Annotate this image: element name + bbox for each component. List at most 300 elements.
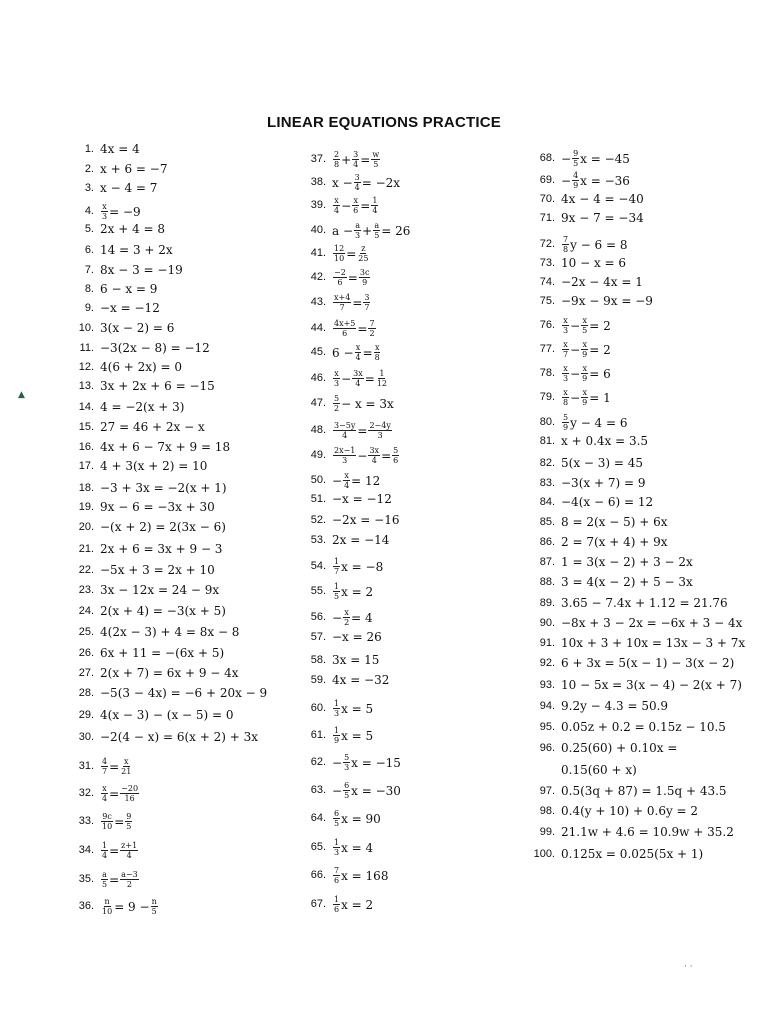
problem-item <box>62 757 133 776</box>
problem-item <box>525 276 643 288</box>
problem-number: 46. <box>310 372 326 384</box>
problem-item <box>300 838 373 857</box>
problem-number: 35. <box>78 873 94 885</box>
equation: − 5 3 x = −15 <box>332 753 401 772</box>
problem-number: 56. <box>310 611 326 623</box>
equation: 3x − 12x = 24 − 9x <box>100 583 220 597</box>
equation: 2(x + 4) = −3(x + 5) <box>100 604 226 618</box>
problem-number: 63. <box>310 784 326 796</box>
problem-item <box>62 687 267 699</box>
problem-item <box>300 221 410 240</box>
problem-item <box>62 897 159 916</box>
equation: 27 = 46 + 2x − x <box>100 420 205 434</box>
problem-item <box>300 726 373 745</box>
problem-item <box>62 361 182 373</box>
problem-number: 43. <box>310 296 326 308</box>
equation: 21.1w + 4.6 = 10.9w + 35.2 <box>561 825 734 839</box>
fraction: 2−4y 3 <box>369 421 391 440</box>
problem-item <box>525 435 648 447</box>
equation: 1 3 x = 4 <box>334 838 374 857</box>
problem-number: 48. <box>310 424 326 436</box>
fraction: x 5 <box>582 316 588 335</box>
problem-item <box>525 235 628 254</box>
equation: x + 6 = −7 <box>100 162 168 176</box>
problem-number: 39. <box>310 199 326 211</box>
equation: −2 6 = 3c 9 <box>334 268 370 287</box>
problem-item <box>300 582 373 601</box>
problem-number: 29. <box>78 708 94 721</box>
fraction: 3 4 <box>354 173 360 192</box>
problem-number: 1. <box>84 142 94 155</box>
equation: 6x + 11 = −(6x + 5) <box>100 646 225 660</box>
problem-number: 41. <box>310 247 326 259</box>
problem-number: 95. <box>539 720 555 733</box>
fraction: x 4 <box>355 343 361 362</box>
fraction: x 3 <box>563 364 569 383</box>
problem-number: 9. <box>84 301 94 314</box>
equation: −2x = −16 <box>332 513 400 527</box>
problem-number: 11. <box>79 341 94 354</box>
problem-item <box>62 342 210 354</box>
equation: −x = −12 <box>332 492 392 506</box>
problem-item <box>300 866 388 885</box>
problem-number: 57. <box>310 630 326 643</box>
equation: 9x − 7 = −34 <box>561 211 644 225</box>
equation: x − 3 4 = −2x <box>332 173 401 192</box>
problem-item <box>525 171 630 190</box>
fraction: 5 3 <box>344 753 350 772</box>
equation: x 3 − 3x 4 = 1 12 <box>334 369 388 388</box>
fraction: 1 3 <box>334 838 340 857</box>
equation: 10 − x = 6 <box>561 256 627 270</box>
problem-item <box>525 637 745 649</box>
equation: 1 4 = z+1 4 <box>102 841 138 860</box>
problem-number: 18. <box>78 481 94 494</box>
problem-item <box>62 731 258 743</box>
problem-number: 42. <box>310 271 326 283</box>
problem-number: 38. <box>310 176 326 188</box>
problem-number: 50. <box>310 474 326 486</box>
equation: 5 2 − x = 3x <box>334 394 394 413</box>
problem-number: 19. <box>78 500 94 513</box>
problem-number: 55. <box>310 585 326 597</box>
equation: 8x − 3 = −19 <box>100 263 183 277</box>
equation: 0.4(y + 10) + 0.6y = 2 <box>561 804 699 818</box>
problem-item <box>525 149 630 168</box>
problem-number: 10. <box>78 321 94 334</box>
equation: 4x = −32 <box>332 673 390 687</box>
problem-item <box>300 369 389 388</box>
equation: 4x+5 6 = 7 2 <box>334 319 375 338</box>
fraction: a 5 <box>102 870 108 889</box>
equation: − x 2 = 4 <box>332 608 373 627</box>
problem-number: 94. <box>539 699 555 712</box>
problem-number: 77. <box>539 343 555 355</box>
equation: x − 4 = 7 <box>100 181 158 195</box>
problem-number: 61. <box>310 729 326 741</box>
problem-item <box>525 617 742 629</box>
equation: −5(3 − 4x) = −6 + 20x − 9 <box>100 686 268 700</box>
equation: 2 8 + 3 4 = w 5 <box>334 150 380 169</box>
equation: 4(2x − 3) + 4 = 8x − 8 <box>100 625 240 639</box>
equation: 3(x − 2) = 6 <box>100 321 175 335</box>
problem-number: 31. <box>78 760 94 772</box>
equation: 9x − 6 = −3x + 30 <box>100 500 215 514</box>
fraction: 1 12 <box>376 369 388 388</box>
problem-item <box>62 605 226 617</box>
equation: x 3 − x 5 = 2 <box>563 316 611 335</box>
equation: − 6 5 x = −30 <box>332 781 401 800</box>
problem-item <box>525 556 693 568</box>
equation: −2x − 4x = 1 <box>561 275 643 289</box>
problem-item <box>525 477 645 489</box>
problem-number: 68. <box>539 152 555 164</box>
fraction: x 9 <box>582 364 588 383</box>
problem-item <box>300 343 382 362</box>
equation: 4 7 = x 21 <box>102 757 132 776</box>
equation: 3.65 − 7.4x + 1.12 = 21.76 <box>561 596 728 610</box>
equation: 4 = −2(x + 3) <box>100 400 185 414</box>
fraction: 2 8 <box>334 150 340 169</box>
equation: 4x − 4 = −40 <box>561 192 644 206</box>
equation: 6 5 x = 90 <box>334 809 381 828</box>
problem-number: 36. <box>78 900 94 912</box>
equation: 9c 10 = 9 5 <box>102 812 132 831</box>
problem-number: 100. <box>533 847 555 860</box>
problem-item <box>525 388 611 407</box>
equation: 1 6 x = 2 <box>334 895 374 914</box>
fraction: x 3 <box>334 369 340 388</box>
fraction: z+1 4 <box>121 841 138 860</box>
problem-item <box>300 699 373 718</box>
fraction: 9c 10 <box>102 812 113 831</box>
problem-item <box>525 764 637 776</box>
equation: 5 9 y − 4 = 6 <box>563 413 628 432</box>
problem-item <box>62 202 141 221</box>
equation: 1 = 3(x − 2) + 3 − 2x <box>561 555 693 569</box>
problem-item <box>300 150 381 169</box>
problem-number: 79. <box>539 391 555 403</box>
problem-number: 76. <box>539 319 555 331</box>
fraction: x 7 <box>563 340 569 359</box>
problem-item <box>62 223 165 235</box>
problem-item <box>62 460 207 472</box>
problem-number: 49. <box>310 449 326 461</box>
equation: x + 0.4x = 3.5 <box>561 434 649 448</box>
fraction: −20 16 <box>121 784 139 803</box>
equation: 10 − 5x = 3(x − 4) − 2(x + 7) <box>561 678 742 692</box>
problem-number: 47. <box>310 397 326 409</box>
equation: x 7 − x 9 = 2 <box>563 340 611 359</box>
fraction: 6 5 <box>344 781 350 800</box>
problem-item <box>62 584 219 596</box>
problem-item <box>300 421 393 440</box>
problem-item <box>62 841 139 860</box>
fraction: 1 6 <box>334 895 340 914</box>
problem-number: 91. <box>539 636 555 649</box>
problem-item <box>300 446 400 465</box>
problem-number: 21. <box>78 542 94 555</box>
equation: 12 10 = z 25 <box>334 244 369 263</box>
problem-item <box>300 394 394 413</box>
equation: 4(6 + 2x) = 0 <box>100 360 183 374</box>
problem-item <box>62 870 140 889</box>
problem-item <box>300 534 389 546</box>
problem-item <box>62 244 173 256</box>
problem-number: 52. <box>310 513 326 526</box>
problem-number: 15. <box>78 420 94 433</box>
fraction: 4 7 <box>102 757 108 776</box>
equation: −3(x + 7) = 9 <box>561 476 646 490</box>
problem-number: 86. <box>539 535 555 548</box>
fraction: 3 4 <box>353 150 359 169</box>
equation: 3x = 15 <box>332 653 380 667</box>
problem-number: 3. <box>84 181 94 194</box>
problem-number: 78. <box>539 367 555 379</box>
problem-item <box>300 674 389 686</box>
problem-item <box>62 521 226 533</box>
equation: 2x + 4 = 8 <box>100 222 166 236</box>
equation: 2x = −14 <box>332 533 390 547</box>
problem-number: 67. <box>310 898 326 910</box>
fraction: x 4 <box>334 196 340 215</box>
problem-item <box>300 471 380 490</box>
problem-item <box>300 631 382 643</box>
equation: 10x + 3 + 10x = 13x − 3 + 7x <box>561 636 746 650</box>
problem-item <box>300 557 383 576</box>
fraction: 3x 4 <box>369 446 380 465</box>
problem-item <box>525 785 727 797</box>
fraction: x 21 <box>121 757 132 776</box>
fraction: x 8 <box>563 388 569 407</box>
problem-item <box>62 647 224 659</box>
fraction: w 5 <box>372 150 380 169</box>
problem-item <box>300 753 401 772</box>
equation: 6 + 3x = 5(x − 1) − 3(x − 2) <box>561 656 735 670</box>
problem-item <box>525 848 703 860</box>
equation: −5x + 3 = 2x + 10 <box>100 563 215 577</box>
fraction: 12 10 <box>334 244 345 263</box>
fraction: x+4 7 <box>334 293 351 312</box>
problem-number: 73. <box>539 256 555 269</box>
problem-item <box>62 302 160 314</box>
problem-item <box>525 212 644 224</box>
equation: x 4 − x 6 = 1 4 <box>334 196 378 215</box>
problem-item <box>525 805 698 817</box>
problem-number: 14. <box>78 400 94 413</box>
fraction: 3x 4 <box>353 369 363 388</box>
problem-number: 32. <box>78 787 94 799</box>
equation: 3−5y 4 = 2−4y 3 <box>334 421 391 440</box>
equation: −8x + 3 − 2x = −6x + 3 − 4x <box>561 616 743 630</box>
equation: −3(2x − 8) = −12 <box>100 341 210 355</box>
equation: x 3 − x 9 = 6 <box>563 364 611 383</box>
problem-number: 96. <box>539 741 555 754</box>
problem-number: 82. <box>539 456 555 469</box>
fraction: 3c 9 <box>359 268 370 287</box>
fraction: x 9 <box>582 388 588 407</box>
problem-number: 58. <box>310 653 326 666</box>
problem-item <box>525 576 693 588</box>
problem-number: 6. <box>84 243 94 256</box>
problem-number: 72. <box>539 238 555 250</box>
fraction: a 5 <box>374 221 380 240</box>
fraction: 1 4 <box>372 196 378 215</box>
problem-number: 97. <box>539 784 555 797</box>
problem-number: 87. <box>539 555 555 568</box>
problem-number: 26. <box>78 646 94 659</box>
problem-number: 75. <box>539 294 555 307</box>
problem-number: 69. <box>539 174 555 186</box>
problem-number: 85. <box>539 515 555 528</box>
equation: a 5 = a−3 2 <box>102 870 138 889</box>
fraction: x 3 <box>563 316 569 335</box>
problem-number: 12. <box>78 360 94 373</box>
problem-item <box>62 322 174 334</box>
problem-item <box>525 597 728 609</box>
problem-number: 5. <box>84 222 94 235</box>
problem-item <box>300 319 377 338</box>
problem-item <box>62 564 215 576</box>
problem-number: 74. <box>539 275 555 288</box>
equation: 4x = 4 <box>100 142 140 156</box>
problem-item <box>62 441 230 453</box>
problem-item <box>62 784 140 803</box>
problem-item <box>300 268 371 287</box>
problem-item <box>300 293 371 312</box>
problem-item <box>525 340 611 359</box>
equation: 2x−1 3 − 3x 4 = 5 6 <box>334 446 399 465</box>
problem-number: 28. <box>78 686 94 699</box>
problem-number: 40. <box>310 224 326 236</box>
problem-item <box>525 700 668 712</box>
equation: 0.15(60 + x) <box>561 763 637 777</box>
fraction: 7 8 <box>563 235 569 254</box>
problem-number: 62. <box>310 756 326 768</box>
equation: −x = 26 <box>332 630 382 644</box>
problem-number: 88. <box>539 575 555 588</box>
fraction: x 3 <box>102 202 108 221</box>
problem-number: 71. <box>539 211 555 224</box>
equation: 1 7 x = −8 <box>334 557 384 576</box>
equation: 4x + 6 − 7x + 9 = 18 <box>100 440 231 454</box>
fraction: 6 5 <box>334 809 340 828</box>
problem-item <box>62 264 183 276</box>
problem-number: 99. <box>539 825 555 838</box>
problem-item <box>525 516 668 528</box>
fraction: 5 2 <box>334 394 340 413</box>
problem-number: 54. <box>310 560 326 572</box>
problem-item <box>300 895 373 914</box>
equation: 3 = 4(x − 2) + 5 − 3x <box>561 575 693 589</box>
problem-item <box>525 413 628 432</box>
equation: 7 8 y − 6 = 8 <box>563 235 628 254</box>
fraction: x 4 <box>102 784 108 803</box>
fraction: x 6 <box>353 196 359 215</box>
equation: 1 5 x = 2 <box>334 582 374 601</box>
fraction: 7 2 <box>369 319 375 338</box>
problem-number: 64. <box>310 812 326 824</box>
problem-item <box>300 608 373 627</box>
equation: 14 = 3 + 2x <box>100 243 173 257</box>
problem-item <box>62 709 234 721</box>
problem-item <box>300 514 399 526</box>
problem-number: 90. <box>539 616 555 629</box>
problem-number: 30. <box>78 730 94 743</box>
equation: 8 = 2(x − 5) + 6x <box>561 515 668 529</box>
problem-item <box>300 244 370 263</box>
problem-item <box>525 826 734 838</box>
equation: − 4 9 x = −36 <box>561 171 630 190</box>
equation: a − a 3 + a 5 = 26 <box>332 221 411 240</box>
problem-item <box>525 742 677 754</box>
problem-item <box>62 163 167 175</box>
equation: 2x + 6 = 3x + 9 − 3 <box>100 542 223 556</box>
problem-number: 25. <box>78 625 94 638</box>
problem-item <box>62 812 133 831</box>
problem-number: 20. <box>78 520 94 533</box>
equation: − x 4 = 12 <box>332 471 381 490</box>
fraction: 9 5 <box>573 149 579 168</box>
problem-number: 13. <box>78 379 94 392</box>
problem-number: 4. <box>84 205 94 217</box>
equation: 1 3 x = 5 <box>334 699 374 718</box>
problem-number: 70. <box>539 192 555 205</box>
equation: 0.25(60) + 0.10x = <box>561 741 678 755</box>
equation: x 3 = −9 <box>102 202 141 221</box>
fraction: n 5 <box>151 897 157 916</box>
fraction: 4x+5 6 <box>334 319 356 338</box>
fraction: 7 6 <box>334 866 340 885</box>
problem-item <box>62 182 157 194</box>
equation: 0.5(3q + 87) = 1.5q + 43.5 <box>561 784 727 798</box>
problem-number: 51. <box>310 492 326 505</box>
problem-item <box>525 257 626 269</box>
problem-item <box>525 316 611 335</box>
equation: −2(4 − x) = 6(x + 2) + 3x <box>100 730 258 744</box>
equation: 2 = 7(x + 4) + 9x <box>561 535 668 549</box>
equation: 5(x − 3) = 45 <box>561 456 644 470</box>
problem-number: 83. <box>539 476 555 489</box>
problem-item <box>525 536 668 548</box>
problem-number: 98. <box>539 804 555 817</box>
problem-number: 34. <box>78 844 94 856</box>
problem-number: 81. <box>539 434 555 447</box>
fraction: a−3 2 <box>121 870 138 889</box>
problem-item <box>300 809 381 828</box>
fraction: 9 5 <box>126 812 132 831</box>
page-title: LINEAR EQUATIONS PRACTICE <box>267 114 501 131</box>
problem-item <box>525 496 653 508</box>
problem-number: 7. <box>84 263 94 276</box>
equation: 0.05z + 0.2 = 0.15z − 10.5 <box>561 720 726 734</box>
problem-item <box>525 721 726 733</box>
problem-item <box>525 295 653 307</box>
problem-number: 8. <box>84 282 94 295</box>
problem-number: 84. <box>539 495 555 508</box>
fraction: x 9 <box>582 340 588 359</box>
problem-item <box>62 482 227 494</box>
fraction: x 2 <box>344 608 350 627</box>
equation: −9x − 9x = −9 <box>561 294 653 308</box>
fraction: 3 7 <box>364 293 370 312</box>
problem-item <box>300 493 392 505</box>
fraction: x 4 <box>344 471 350 490</box>
equation: 3x + 2x + 6 = −15 <box>100 379 215 393</box>
problem-number: 37. <box>310 153 326 165</box>
problem-number: 80. <box>539 416 555 428</box>
problem-item <box>300 654 379 666</box>
